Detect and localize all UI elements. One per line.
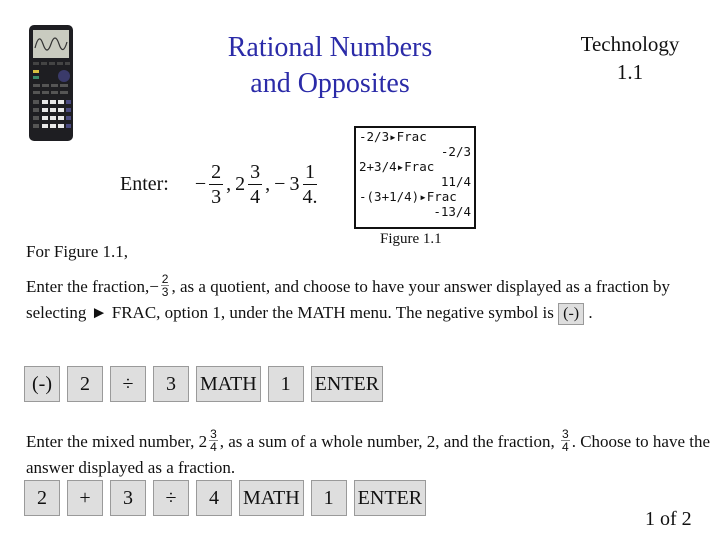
p2-text-a: Enter the mixed number, 2 [26,432,208,451]
section-name: Technology [580,32,680,56]
term-2-whole: 2 [235,173,246,195]
screen-line: 11/4 [440,174,471,189]
enter-label: Enter: [120,173,169,195]
page-number: 1 of 2 [645,508,692,530]
numerator: 2 [161,271,169,286]
p1-fraction [161,273,170,298]
separator: , [265,173,271,195]
calculator-screen-figure [354,126,476,229]
term-3-fraction [302,160,317,209]
screen-line: -2/3▸Frac [359,129,427,144]
graphing-calculator-icon [28,24,74,142]
term-1-sign: − [194,173,207,195]
instruction-paragraph-2 [26,426,716,479]
term-1-fraction [209,160,223,209]
key-enter: ENTER [311,366,383,402]
numerator: 3 [210,426,217,441]
p1-text-c: . [584,302,593,322]
screen-line: -13/4 [433,204,471,219]
denominator: 4. [302,186,318,208]
enter-expression [120,160,318,209]
numerator: 3 [562,426,569,441]
title-line-2: and Opposites [250,68,410,99]
figure-caption: Figure 1.1 [380,231,442,247]
section-number: 1.1 [616,60,644,84]
p1-frac-sign: − [149,277,159,296]
denominator: 4 [210,439,217,454]
screen-line: -2/3 [440,144,471,159]
p2-text-c: . Choose to have the answer displayed as a fraction. [26,432,711,477]
key-3: 3 [153,366,189,402]
p1-text-a: Enter the fraction, [26,277,150,296]
key-math: MATH [196,366,261,402]
term-3-whole: 3 [289,173,300,195]
key-negative: (-) [24,366,60,402]
keystroke-sequence-1 [24,366,383,402]
section-label [570,30,690,86]
p2-fraction-2 [561,428,570,453]
negative-key-label: (-) [558,303,584,325]
numerator: 1 [304,161,315,183]
numerator: 3 [250,161,261,183]
denominator: 3 [211,186,222,208]
p2-text-b: , as a sum of a whole number, 2, and the fraction, [219,432,559,451]
key-2: 2 [24,480,60,516]
key-1: 1 [311,480,347,516]
screen-line: 2+3/4▸Frac [359,159,435,174]
key-plus: + [67,480,103,516]
denominator: 4 [562,439,569,454]
key-math: MATH [239,480,304,516]
p2-fraction [209,428,218,453]
key-enter: ENTER [354,480,426,516]
keystroke-sequence-2 [24,480,426,516]
numerator: 2 [211,161,222,183]
title-line-1: Rational Numbers [227,32,433,63]
p1-text-b: , as a quotient, and choose to have your answer displayed as a fraction by selecting ► FRAC, option 1, under the MATH menu. The negative symbol is [26,277,670,322]
term-2-fraction [248,160,262,209]
denominator: 4 [250,186,261,208]
key-1: 1 [268,366,304,402]
denominator: 3 [161,284,169,299]
key-4: 4 [196,480,232,516]
separator: , [226,173,232,195]
term-3-sign: − [274,173,286,195]
page-title [180,30,480,102]
for-figure-text: For Figure 1.1, [26,242,128,261]
instruction-paragraph-1 [26,271,706,325]
key-divide: ÷ [153,480,189,516]
key-3: 3 [110,480,146,516]
screen-line: -(3+1/4)▸Frac [359,189,457,204]
key-divide: ÷ [110,366,146,402]
key-2: 2 [67,366,103,402]
